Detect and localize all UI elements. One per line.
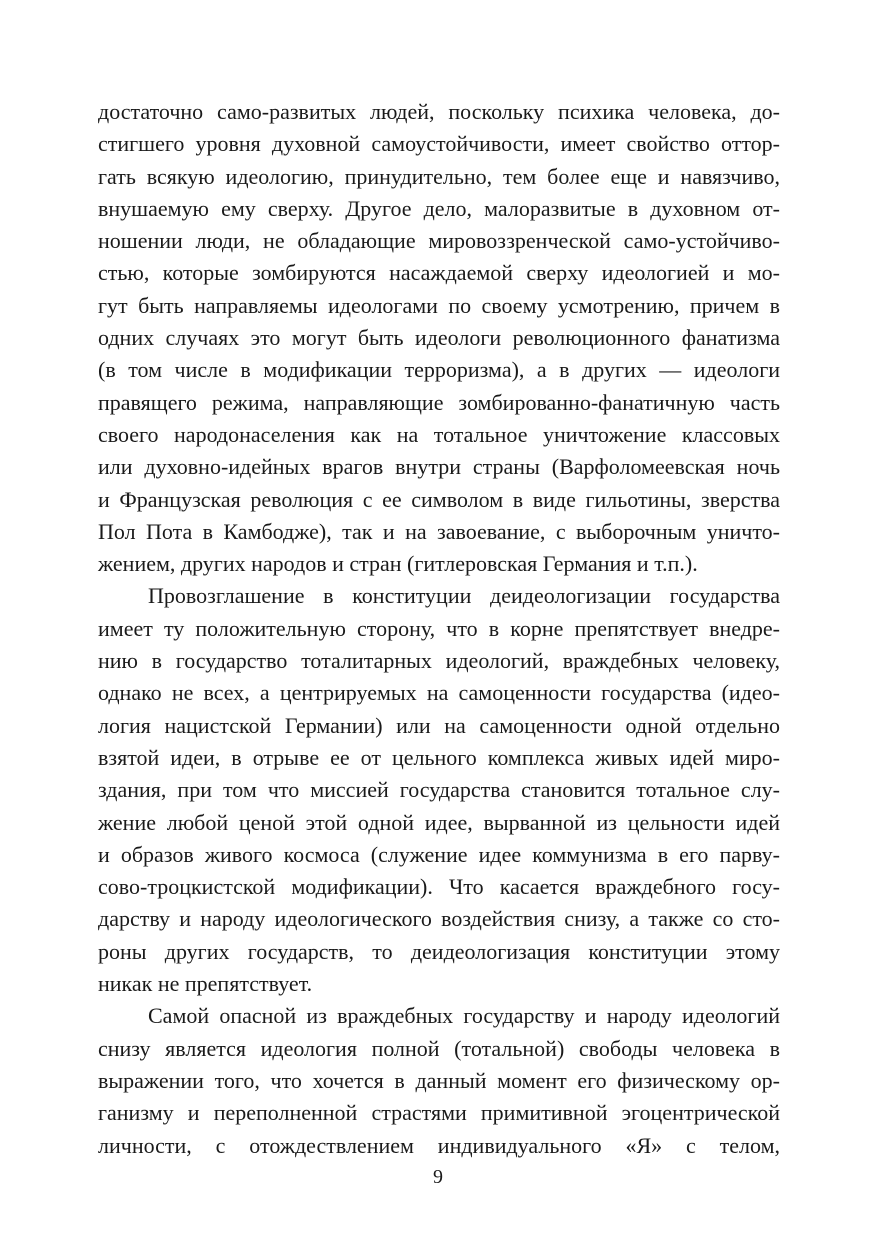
text-line: выражении того, что хочется в данный момент его физическому ор- <box>98 1067 780 1093</box>
text-line: однако не всех, а центрируемых на самоценности государства (идео- <box>98 680 780 706</box>
text-line: и Французская революция с ее символом в виде гильотины, зверства <box>98 486 780 512</box>
text-line: имеет ту положительную сторону, что в корне препятствует внедре- <box>98 615 780 641</box>
text-line: гать всякую идеологию, принудительно, тем более еще и навязчиво, <box>98 163 780 189</box>
text-line: Провозглашение в конституции деидеологизации государства <box>148 583 780 609</box>
text-line: достаточно само-развитых людей, поскольку психика человека, до- <box>98 99 780 124</box>
text-line: Пол Пота в Камбодже), так и на завоевание, с выборочным уничто- <box>98 518 780 544</box>
text-line: стью, которые зомбируются насаждаемой сверху идеологией и мо- <box>98 260 780 286</box>
text-line: (в том числе в модификации терроризма), а в других — идеологи <box>98 357 780 383</box>
text-line: роны других государств, то деидеологизация конституции этому <box>98 938 780 964</box>
text-line: никак не препятствует. <box>98 971 313 997</box>
text-line: стигшего уровня духовной самоустойчивости, имеет свойство оттор- <box>98 131 780 157</box>
text-line: Самой опасной из враждебных государству и народу идеологий <box>148 1003 780 1029</box>
text-line: ганизму и переполненной страстями примитивной эгоцентрической <box>98 1100 780 1126</box>
text-line: дарству и народу идеологического воздействия снизу, а также со сто- <box>98 906 780 932</box>
text-line: сово-троцкистской модификации). Что касается враждебного госу- <box>98 874 780 900</box>
body-text <box>98 96 780 1162</box>
text-line: взятой идеи, в отрыве ее от цельного комплекса живых идей миро- <box>98 744 780 770</box>
text-line: жение любой ценой этой одной идее, вырванной из цельности идей <box>98 809 780 835</box>
text-line: своего народонаселения как на тотальное уничтожение классовых <box>98 421 780 447</box>
text-line: или духовно-идейных врагов внутри страны (Варфоломеевская ночь <box>98 454 780 480</box>
text-line: логия нацистской Германии) или на самоценности одной отдельно <box>98 712 780 738</box>
text-line: снизу является идеология полной (тотальной) свободы человека в <box>98 1035 780 1061</box>
text-line: личности, с отождествлением индивидуального «Я» с телом, <box>98 1132 780 1158</box>
text-line: нию в государство тоталитарных идеологий, враждебных человеку, <box>98 648 780 674</box>
text-line: внушаемую ему сверху. Другое дело, малоразвитые в духовном от- <box>98 195 780 221</box>
text-line: жением, других народов и стран (гитлеровская Германия и т.п.). <box>98 551 698 577</box>
text-line: и образов живого космоса (служение идее коммунизма в его парву- <box>98 841 780 867</box>
text-line: здания, при том что миссией государства становится тотальное слу- <box>98 777 780 803</box>
text-line: ношении люди, не обладающие мировоззренческой само-устойчиво- <box>98 228 780 254</box>
text-line: правящего режима, направляющие зомбированно-фанатичную часть <box>98 389 780 415</box>
page-number: 9 <box>433 1166 443 1188</box>
text-line: одних случаях это могут быть идеологи революционного фанатизма <box>98 325 780 351</box>
text-line: гут быть направляемы идеологами по своему усмотрению, причем в <box>98 292 780 318</box>
